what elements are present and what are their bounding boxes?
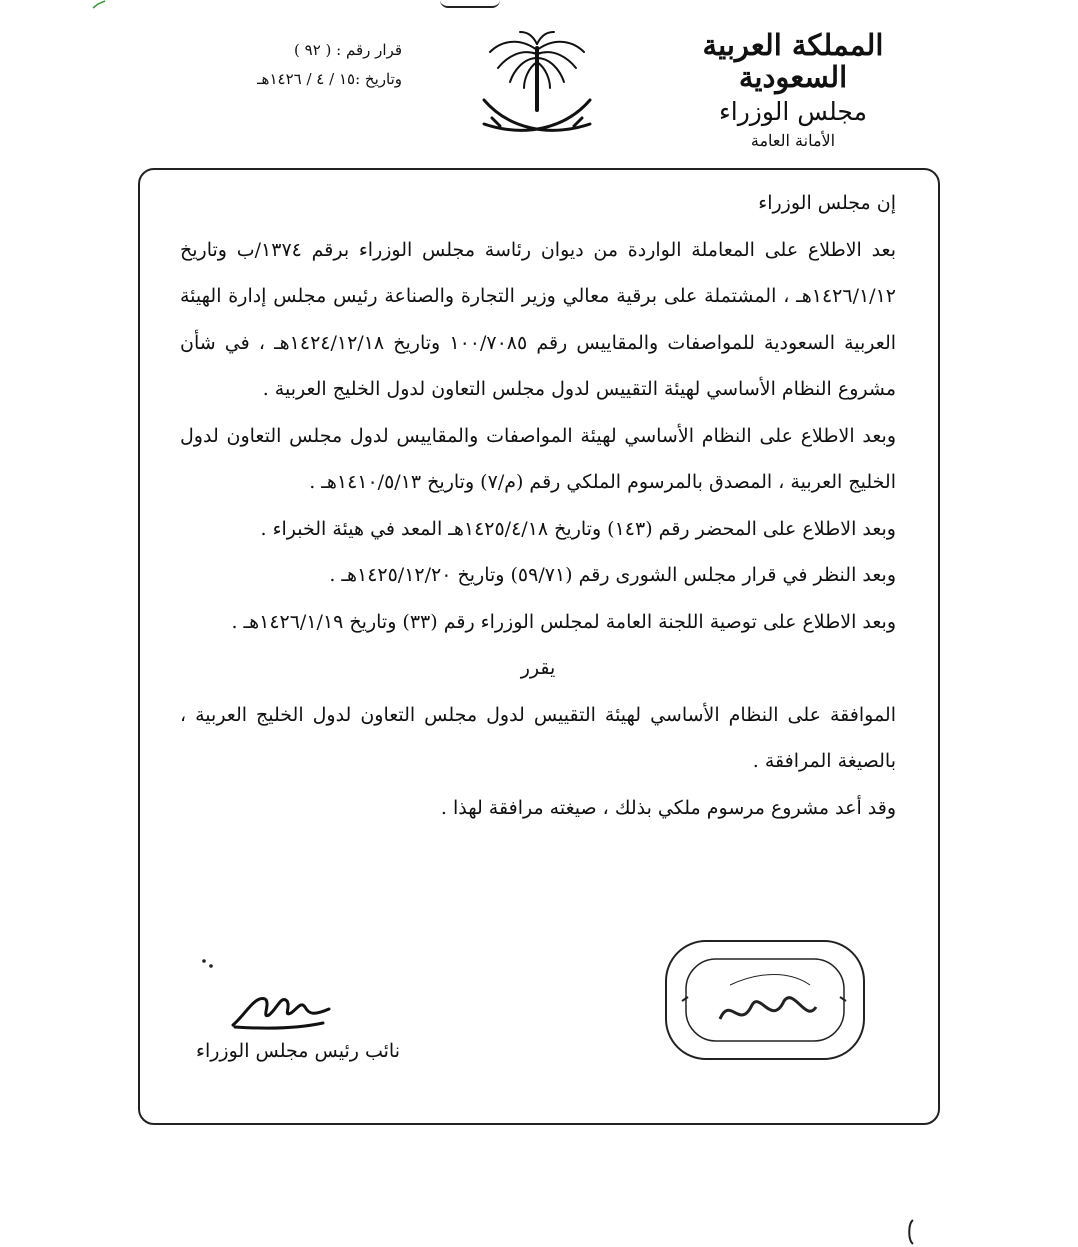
paragraph-3: وبعد الاطلاع على المحضر رقم (١٤٣) وتاريخ ١٤٢٥/٤/١٨هـ المعد في هيئة الخبراء . bbox=[260, 517, 896, 540]
secretariat-title: الأمانة العامة bbox=[750, 131, 836, 151]
kingdom-title: المملكة العربية السعودية bbox=[702, 28, 884, 94]
opening-line: إن مجلس الوزراء bbox=[758, 192, 896, 214]
signer-title: نائب رئيس مجلس الوزراء bbox=[196, 1040, 400, 1062]
decision-date: وتاريخ :١٥ / ٤ / ١٤٢٦هـ bbox=[257, 69, 402, 88]
paragraph-2: وبعد الاطلاع على النظام الأساسي لهيئة المواصفات والمقاييس لدول مجلس التعاون لدول الخليج العربية ، المصدق بالمرسوم الملكي رقم (م/٧) وتاريخ ١٤١٠/٥/١٣هـ . bbox=[180, 424, 896, 493]
council-title: مجلس الوزراء bbox=[719, 96, 867, 126]
top-edge-mark bbox=[440, 0, 500, 8]
palm-swords-emblem-icon bbox=[478, 28, 596, 148]
letterhead-left bbox=[182, 36, 402, 93]
edge-bracket-mark bbox=[905, 1218, 917, 1246]
corner-check-icon bbox=[92, 0, 106, 10]
decision-text: الموافقة على النظام الأساسي لهيئة التقييس لدول مجلس التعاون لدول الخليج العربية ، بالصيغة المرافقة . bbox=[180, 703, 896, 772]
paragraph-5: وبعد الاطلاع على توصية اللجنة العامة لمجلس الوزراء رقم (٣٣) وتاريخ ١٤٢٦/١/١٩هـ . bbox=[231, 610, 896, 633]
letterhead-right bbox=[668, 30, 918, 150]
paragraph-1: بعد الاطلاع على المعاملة الواردة من ديوان رئاسة مجلس الوزراء برقم ١٣٧٤/ب وتاريخ ١٤٢٦/١/١٢هـ ، المشتملة على برقية معالي وزير التجارة والصناعة رئيس مجلس إدارة الهيئة العربية السعودية للمواصفات والمقاييس رقم ١٠٠/٧٠٨٥ وتاريخ ١٤٢٤/١٢/١٨هـ ، في شأن مشروع النظام الأساسي لهيئة التقييس لدول مجلس التعاون لدول الخليج العربية . bbox=[180, 238, 897, 400]
ink-dots bbox=[200, 958, 218, 970]
decision-number: قرار رقم : ( ٩٢ ) bbox=[294, 41, 402, 59]
decision-body bbox=[180, 180, 896, 831]
paragraph-4: وبعد النظر في قرار مجلس الشورى رقم (٥٩/٧١) وتاريخ ١٤٢٥/١٢/٢٠هـ . bbox=[329, 564, 896, 586]
handwritten-signature bbox=[225, 985, 335, 1035]
decides-heading: يقرر bbox=[520, 657, 556, 679]
closing-line: وقد أعد مشروع مرسوم ملكي بذلك ، صيغته مرافقة لهذا . bbox=[440, 796, 896, 819]
official-seal-stamp bbox=[660, 935, 870, 1065]
